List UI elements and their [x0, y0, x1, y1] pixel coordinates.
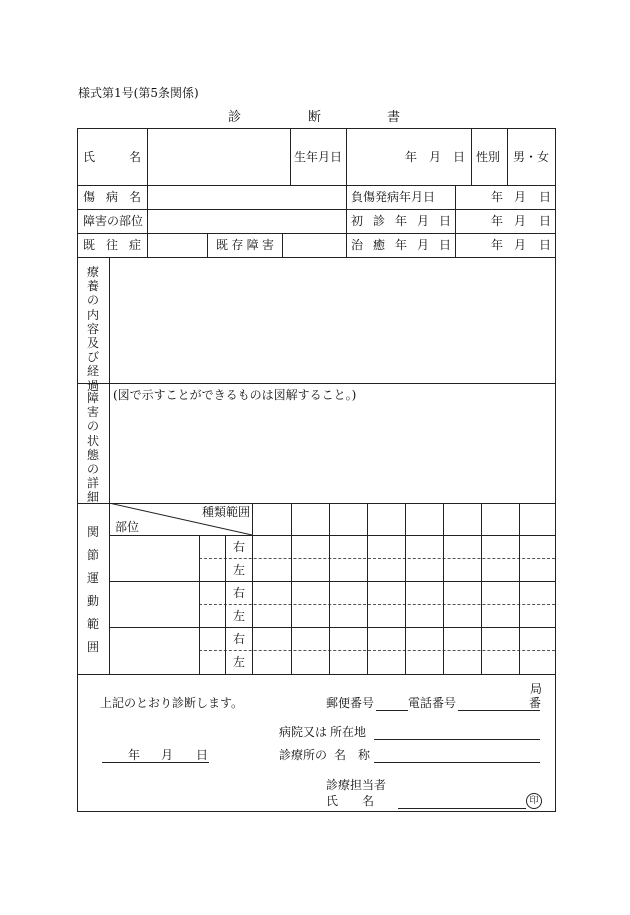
address-underline [374, 739, 540, 740]
side-right-3: 右 [233, 632, 246, 646]
treatment-label: 療養の内容及び経過 [86, 265, 99, 393]
form-number: 様式第1号(第5条関係) [78, 86, 199, 100]
doctor-label: 診療担当者 [326, 778, 387, 792]
side-left-1: 左 [233, 563, 246, 577]
first-visit-label: 初 診 年 月 日 [351, 214, 451, 228]
title-char-1: 診 [228, 110, 242, 125]
date-underline [102, 762, 209, 763]
phone-label: 電話番号 [408, 696, 457, 710]
joint-head-bottom: 部位 [115, 520, 140, 534]
hospital-line2: 診療所の [279, 748, 328, 762]
form-frame: 氏 名 生年月日 年 月 日 性別 男・女 傷 病 名 負傷発病年月日 年 月 日 障害の部位 初 診 年 月 日 年 月 日 既 往 症 既 存 障 害 治 癒 年 月 日 年 月 日 療養の内容及び経過 障害の状態の詳細 (図で示すことができるものは図解すること。) 関節運動範囲 種類範囲 部位 右 左 右 左 右 左 上記のとおり診断します。 年 月 日 局 郵便番号 電話番号 番 病院又は 所在地 診療所の 名 称 診療担当者 氏 名 印 [77, 128, 556, 812]
doctor-name-underline [398, 808, 526, 809]
side-right-2: 右 [233, 586, 246, 600]
postal-label: 郵便番号 [326, 696, 375, 710]
sex-label: 性別 [476, 150, 501, 164]
hospital-name-underline [374, 762, 540, 763]
side-right-1: 右 [233, 540, 246, 554]
detail-note: (図で示すことができるものは図解すること。) [113, 388, 357, 402]
postal-underline [376, 710, 408, 711]
detail-label: 障害の状態の詳細 [86, 391, 99, 505]
seal-mark: 印 [526, 793, 542, 809]
onset-date-label: 負傷発病年月日 [351, 190, 436, 204]
title-char-3: 書 [387, 110, 401, 125]
statement: 上記のとおり診断します。 [100, 696, 244, 710]
title-char-2: 断 [308, 110, 322, 125]
disease-label: 傷 病 名 [83, 190, 141, 204]
birth-label: 生年月日 [294, 150, 343, 164]
side-left-3: 左 [233, 655, 246, 669]
sex-value: 男・女 [513, 150, 550, 164]
joint-head-top: 種類範囲 [202, 505, 251, 519]
ban: 番 [529, 696, 542, 710]
address-label: 所在地 [330, 725, 367, 739]
existing-disability-label: 既 存 障 害 [216, 238, 274, 252]
history-label: 既 往 症 [83, 238, 141, 252]
kyoku: 局 [530, 682, 543, 696]
doctor-name-label: 氏 名 [326, 794, 375, 808]
hospital-line1: 病院又は [279, 725, 328, 739]
name-label: 氏 名 [83, 150, 141, 164]
side-left-2: 左 [233, 609, 246, 623]
phone-underline [458, 710, 540, 711]
disability-site-label: 障害の部位 [83, 214, 144, 228]
hospital-name-label: 名 称 [334, 748, 371, 762]
joint-label: 関節運動範囲 [86, 525, 99, 654]
cure-date-label: 治 癒 年 月 日 [351, 238, 451, 252]
